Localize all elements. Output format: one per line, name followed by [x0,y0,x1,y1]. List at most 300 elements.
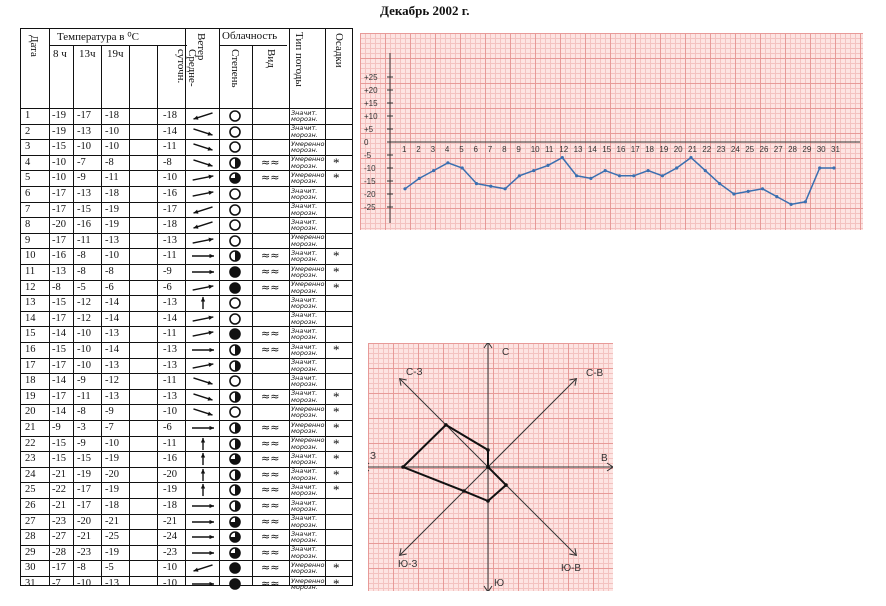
cell-t19: -19 [105,453,119,465]
x-tick-label: 14 [587,145,597,154]
cell-d: 11 [25,266,36,277]
cell-d: 15 [25,328,36,340]
cloud-kind-icon: ≈≈ [261,499,280,512]
wind-rose-polygon [403,425,506,501]
weather-type-label: Умеренно [291,155,325,164]
rose-label-nw: С-З [406,367,423,378]
cloud-kind-icon: ≈≈ [261,327,280,341]
cloud-cover-icon [228,342,242,358]
cell-d: 6 [25,188,31,199]
weather-type-label: морозн. [291,380,318,389]
header-degree: Степень [229,49,241,88]
precipitation-snow-icon: * [333,451,340,467]
cloud-kind-icon: ≈≈ [261,265,280,278]
x-tick-label: 10 [530,145,540,154]
temperature-graph [360,33,863,230]
weather-type-label: Значит. [291,545,318,554]
weather-type-label: морозн. [291,583,318,591]
precipitation-snow-icon: * [333,482,340,498]
cell-avg: -10 [163,578,177,589]
temperature-point [618,174,621,177]
weather-type-label: Значит. [291,295,318,304]
header-date: Дата [28,35,40,57]
cell-avg: -19 [163,484,177,496]
weather-type-label: морозн. [291,317,318,326]
weather-type-label: Умеренно [291,139,325,148]
cloud-kind-icon: ≈≈ [261,561,280,575]
temperature-point [461,166,464,169]
precipitation-snow-icon: * [333,466,340,482]
cloud-kind-icon: ≈≈ [261,436,280,450]
cell-d: 9 [25,234,31,246]
cell-t13: -17 [77,500,91,511]
cloud-cover-icon [228,529,242,545]
x-tick-label: 23 [716,145,726,154]
temperature-point [403,187,406,190]
cell-d: 31 [25,578,36,589]
wind-arrow-icon [188,108,218,124]
temperature-chart [360,33,863,230]
cell-avg: -14 [163,125,177,137]
cell-d: 19 [25,390,36,402]
wind-arrow-icon [188,420,218,436]
grid-line [101,45,102,585]
cell-avg: -6 [163,281,172,293]
cell-d: 17 [25,359,36,371]
x-tick-label: 27 [773,145,783,154]
cell-t19: -25 [105,531,119,543]
cell-d: 21 [25,422,36,433]
cell-t8: -15 [52,141,66,153]
grid-line [219,29,220,585]
cell-t8: -17 [52,562,66,574]
weather-type-label: морозн. [291,271,318,279]
x-tick-label: 16 [616,145,626,154]
cell-t13: -13 [77,125,91,137]
wind-arrow-icon [188,482,218,498]
temperature-point [661,174,664,177]
weather-type-label: морозн. [291,302,318,311]
y-tick-label: +10 [364,112,378,121]
cloud-cover-icon [228,498,242,514]
cell-t13: -15 [77,203,91,215]
weather-type-label: Значит. [291,514,318,523]
x-tick-label: 20 [673,145,683,154]
weather-type-label: Умеренно [291,170,325,179]
temperature-point [546,164,549,167]
cloud-kind-icon: ≈≈ [261,514,280,528]
precipitation-snow-icon: * [333,248,340,264]
cloud-cover-icon [228,233,242,249]
temperature-point [704,169,707,172]
temperature-point [732,192,735,195]
temperature-point [532,169,535,172]
rose-axis-nw [400,379,488,467]
weather-type-label: морозн. [291,193,318,201]
x-tick-label: 5 [459,145,464,154]
wind-arrow-icon [188,576,218,592]
cell-d: 4 [25,156,31,168]
rose-label-s: Ю [494,578,505,589]
cloud-cover-icon [228,436,242,452]
wind-arrow-icon [188,202,218,218]
weather-type-label: морозн. [291,130,318,139]
weather-table [20,28,353,591]
cell-t13: -8 [77,406,86,418]
cell-avg: -20 [163,468,177,480]
cloud-cover-icon [228,124,242,140]
cell-t19: -13 [105,578,119,589]
weather-type-label: Значит. [291,467,318,476]
x-tick-label: 22 [702,145,712,154]
cloud-cover-icon [228,280,242,296]
cell-t8: -10 [52,172,66,184]
cell-t13: -13 [77,188,91,199]
x-tick-label: 1 [402,145,407,154]
cell-avg: -11 [163,141,177,153]
page-title: Декабрь 2002 г. [380,3,470,18]
header-temperature: Температура в ⁰С [57,31,139,43]
rose-label-se: Ю-В [561,563,582,574]
weather-type-label: морозн. [291,395,318,404]
cell-t19: -10 [105,437,119,449]
cell-t13: -17 [77,110,91,121]
y-tick-label: +5 [364,125,374,134]
cell-avg: -13 [163,297,177,309]
precipitation-snow-icon: * [333,435,340,451]
weather-type-label: Значит. [291,482,318,491]
cell-t8: -17 [52,390,66,402]
grid-line [157,45,158,585]
wind-arrow-icon [188,404,218,420]
weather-type-label: морозн. [291,505,318,513]
cloud-cover-icon [228,451,242,467]
cell-d: 12 [25,281,36,293]
header-cloudiness: Облачность [222,30,278,42]
cell-t8: -17 [52,312,66,324]
cloud-cover-icon [228,514,242,530]
weather-type-label: Умеренно [291,233,325,242]
cloud-cover-icon [228,139,242,155]
cloud-kind-icon: ≈≈ [261,343,280,356]
cloud-cover-icon [228,155,242,171]
cell-t19: -19 [105,484,119,496]
grid-line [252,45,253,585]
cell-t13: -8 [77,562,86,574]
wind-arrow-icon [188,389,218,405]
x-tick-label: 7 [487,145,493,154]
cell-t8: -19 [52,110,66,121]
wind-arrow-icon [188,342,218,358]
grid-line [325,29,326,585]
cloud-cover-icon [228,217,242,233]
rose-axis-sw [400,467,488,555]
cell-avg: -8 [163,156,172,168]
cell-avg: -18 [163,110,177,121]
cell-avg: -21 [163,515,177,527]
cell-t13: -9 [77,437,86,449]
weather-type-label: Умеренно [291,436,325,445]
y-tick-label: +15 [364,99,378,108]
cell-t19: -10 [105,141,119,153]
weather-type-label: Значит. [291,311,318,320]
precipitation-snow-icon: * [333,342,340,357]
header-8h: 8 ч [53,48,67,60]
cloud-kind-icon: ≈≈ [261,467,280,481]
weather-type-label: морозн. [291,115,318,123]
temperature-point [604,169,607,172]
weather-type-label: Умеренно [291,420,325,429]
cell-t13: -12 [77,312,91,324]
weather-type-label: морозн. [291,473,318,482]
cell-t8: -15 [52,297,66,309]
cell-t19: -19 [105,203,119,215]
weather-type-label: морозн. [291,177,318,186]
cloud-cover-icon [228,389,242,405]
cell-t8: -7 [52,578,61,589]
rose-label-sw: Ю-З [398,559,418,570]
cell-d: 29 [25,546,36,558]
weather-type-label: морозн. [291,520,318,529]
cell-t19: -19 [105,546,119,558]
cell-d: 1 [25,110,31,121]
weather-type-label: морозн. [291,208,318,217]
weather-type-label: морозн. [291,255,318,264]
x-tick-label: 26 [759,145,769,154]
cell-t13: -12 [77,297,91,309]
wind-arrow-icon [188,124,218,140]
wind-arrow-icon [188,280,218,296]
cell-t8: -8 [52,281,61,293]
temperature-point [575,174,578,177]
y-tick-label: -5 [364,151,372,160]
cell-d: 3 [25,141,31,153]
grid-line [289,29,290,585]
cell-t8: -27 [52,531,66,543]
cloud-kind-icon: ≈≈ [261,545,280,559]
y-tick-label: -15 [364,177,376,186]
weather-type-label: морозн. [291,567,318,576]
cell-t8: -23 [52,515,66,527]
cell-t8: -17 [52,188,66,199]
cell-t13: -10 [77,141,91,153]
cell-avg: -18 [163,500,177,511]
weather-type-label: морозн. [291,458,318,467]
cell-t8: -14 [52,406,66,418]
x-tick-label: 9 [516,145,521,154]
header-precipitation: Осадки [333,33,345,68]
wind-arrow-icon [188,326,218,342]
rose-label-ne: С-В [586,368,604,379]
wind-arrow-icon [188,529,218,545]
cloud-cover-icon [228,576,242,592]
cell-t19: -14 [105,344,119,355]
cell-avg: -6 [163,422,172,433]
cloud-kind-icon: ≈≈ [261,280,280,294]
y-tick-label: 0 [364,138,369,147]
y-tick-label: +25 [364,73,378,82]
cell-avg: -11 [163,250,177,262]
cell-d: 8 [25,219,31,231]
weather-type-label: морозн. [291,442,318,451]
cell-t13: -10 [77,578,91,589]
cloud-cover-icon [228,295,242,311]
cloud-kind-icon: ≈≈ [261,389,280,403]
x-tick-label: 19 [659,145,669,154]
wind-arrow-icon [188,358,218,374]
grid-line [73,45,74,585]
weather-type-label: Умеренно [291,264,325,273]
cloud-kind-icon: ≈≈ [261,577,280,590]
cell-t13: -8 [77,266,86,277]
wind-arrow-icon [188,233,218,249]
cell-t8: -21 [52,500,66,511]
precipitation-snow-icon: * [333,560,340,576]
wind-arrow-icon [188,560,218,576]
x-tick-label: 28 [788,145,798,154]
wind-rose-point [486,499,490,503]
weather-type-label: Умеренно [291,280,325,289]
precipitation-snow-icon: * [333,576,340,591]
weather-type-label: Значит. [291,342,318,351]
weather-type-label: Значит. [291,202,318,211]
cloud-cover-icon [228,108,242,124]
cell-avg: -24 [163,531,177,543]
wind-arrow-icon [188,311,218,327]
cell-d: 7 [25,203,31,215]
cell-t19: -21 [105,515,119,527]
cell-t8: -15 [52,453,66,465]
cell-t8: -9 [52,422,61,433]
cell-t19: -13 [105,359,119,371]
temperature-point [432,169,435,172]
wind-arrow-icon [188,545,218,561]
cell-t13: -15 [77,453,91,465]
cell-t13: -16 [77,219,91,231]
x-tick-label: 24 [730,145,740,154]
temperature-point [747,190,750,193]
x-tick-label: 2 [416,145,421,154]
weather-type-label: морозн. [291,286,318,295]
cell-t13: -19 [77,468,91,480]
cell-t8: -16 [52,250,66,262]
cloud-cover-icon [228,404,242,420]
cell-t8: -17 [52,203,66,215]
cell-avg: -13 [163,234,177,246]
precipitation-snow-icon: * [333,154,340,170]
weather-type-label: морозн. [291,364,318,373]
cell-t13: -11 [77,234,91,246]
cell-avg: -16 [163,453,177,465]
temperature-point [761,187,764,190]
cell-d: 27 [25,515,36,527]
cloud-cover-icon [228,482,242,498]
weather-type-label: морозн. [291,349,318,357]
weather-type-label: морозн. [291,536,318,545]
cloud-kind-icon: ≈≈ [261,249,280,263]
temperature-series-line [405,158,834,205]
wind-arrow-icon [188,139,218,155]
weather-type-label: Умеренно [291,404,325,413]
x-tick-label: 17 [630,145,640,154]
cell-t19: -10 [105,250,119,262]
cell-t13: -7 [77,156,86,168]
cell-t13: -9 [77,375,86,387]
cell-d: 10 [25,250,36,262]
cell-avg: -13 [163,359,177,371]
cell-avg: -10 [163,172,177,184]
cell-t19: -14 [105,297,119,309]
cell-t13: -21 [77,531,91,543]
precipitation-snow-icon: * [333,170,340,186]
cell-d: 20 [25,406,36,418]
precipitation-snow-icon: * [333,404,340,420]
cell-d: 5 [25,172,31,184]
temperature-point [504,187,507,190]
cell-t19: -8 [105,266,114,277]
wind-arrow-icon [188,467,218,483]
cell-t19: -20 [105,468,119,480]
cloud-kind-icon: ≈≈ [261,421,280,434]
wind-arrow-icon [188,373,218,389]
cell-d: 16 [25,344,36,355]
cloud-cover-icon [228,420,242,436]
weather-type-label: Значит. [291,451,318,460]
cell-avg: -17 [163,203,177,215]
wind-arrow-icon [188,217,218,233]
rose-axis-ne [488,379,576,467]
cell-avg: -13 [163,390,177,402]
cell-d: 18 [25,375,36,387]
temperature-point [818,166,821,169]
cell-avg: -16 [163,188,177,199]
weather-type-label: Значит. [291,186,318,195]
x-tick-label: 13 [573,145,583,154]
cell-t13: -11 [77,390,91,402]
x-tick-label: 6 [473,145,478,154]
cell-t13: -23 [77,546,91,558]
cell-avg: -18 [163,219,177,231]
temperature-point [647,169,650,172]
cell-avg: -11 [163,437,177,449]
weather-type-label: морозн. [291,427,318,435]
header-wind: Ветер [195,33,207,61]
cell-t8: -17 [52,359,66,371]
cell-t19: -5 [105,562,114,574]
precipitation-snow-icon: * [333,388,340,404]
temperature-point [718,182,721,185]
weather-type-label: морозн. [291,161,318,170]
cloud-cover-icon [228,373,242,389]
cloud-cover-icon [228,560,242,576]
cell-d: 25 [25,484,36,496]
header-19h: 19ч [107,48,124,60]
y-tick-label: -25 [364,203,376,212]
cell-t13: -10 [77,344,91,355]
cell-t19: -19 [105,219,119,231]
y-tick-label: +20 [364,86,378,95]
precipitation-snow-icon: * [333,264,340,279]
cell-t19: -14 [105,312,119,324]
temperature-point [689,156,692,159]
weather-type-label: морозн. [291,146,318,155]
wind-arrow-icon [188,264,218,280]
cell-t8: -19 [52,125,66,137]
x-tick-label: 25 [745,145,755,154]
x-tick-label: 29 [802,145,812,154]
temperature-point [804,200,807,203]
cell-t13: -10 [77,328,91,340]
